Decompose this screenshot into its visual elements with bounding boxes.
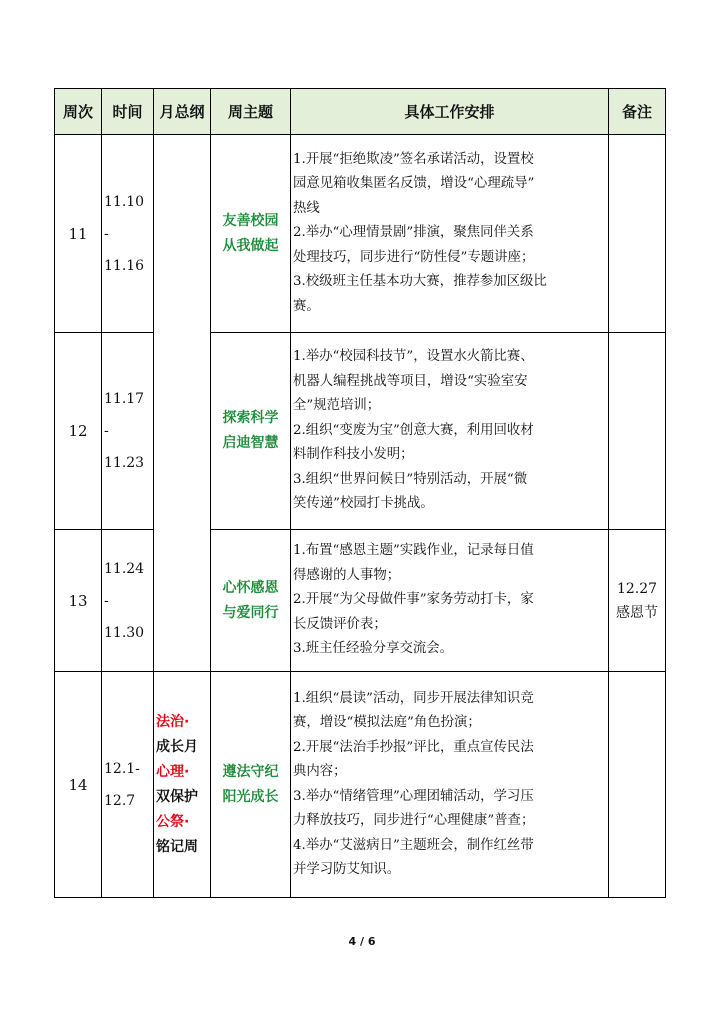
month-outline-line: 成长月	[156, 738, 198, 755]
task-line: 2.开展“法治手抄报”评比，重点宣传民法	[293, 739, 534, 755]
task-line: 3.举办“情绪管理”心理团辅活动，学习压	[293, 788, 534, 804]
month-outline-cell	[154, 672, 211, 898]
task-line: 笑传递”校园打卡挑战。	[293, 496, 434, 512]
task-line: 2.开展“为父母做件事”家务劳动打卡，家	[293, 592, 534, 608]
header-time: 时间	[102, 89, 154, 135]
time-start: 11.24	[104, 560, 145, 577]
time-separator: -	[104, 423, 109, 439]
task-line: 1.布置“感恩主题”实践作业，记录每日值	[293, 543, 534, 559]
month-outline-line: 公祭·	[156, 813, 190, 830]
header-notes: 备注	[609, 89, 666, 135]
header-week: 周次	[55, 89, 102, 135]
time-separator: -	[104, 592, 109, 609]
task-line: 3.校级班主任基本功大赛，推荐参加区级比	[293, 274, 547, 290]
time-start: 12.1-	[104, 760, 140, 777]
task-line: 机器人编程挑战等项目，增设“实验室安	[293, 373, 528, 389]
week-theme-cell	[211, 333, 291, 530]
theme-line: 遵法守纪	[222, 763, 279, 780]
week-theme-cell	[211, 672, 291, 898]
time-cell	[102, 135, 154, 333]
task-line: 得感谢的人事物；	[293, 567, 401, 583]
month-outline-line: 双保护	[156, 788, 198, 805]
month-outline-line: 铭记周	[156, 838, 198, 855]
time-separator: -	[104, 225, 109, 242]
task-line: 长反馈评价表；	[293, 616, 387, 632]
time-cell	[102, 530, 154, 672]
table-row	[55, 530, 666, 672]
month-outline-line: 心理·	[156, 763, 190, 780]
time-end: 11.16	[104, 257, 145, 274]
table-header-row	[55, 89, 666, 135]
week-cell: 11	[55, 135, 102, 333]
task-line: 4.举办“艾滋病日”主题班会，制作红丝带	[293, 837, 534, 853]
task-line: 处理技巧，同步进行“防性侵”专题讲座；	[293, 249, 535, 265]
time-end: 12.7	[104, 792, 136, 809]
note-text: 感恩节	[616, 604, 658, 621]
notes-cell	[609, 530, 666, 672]
task-line: 3.班主任经验分享交流会。	[293, 641, 454, 657]
task-line: 赛，增设“模拟法庭”角色扮演；	[293, 715, 481, 730]
table-row	[55, 333, 666, 530]
time-start: 11.10	[104, 193, 145, 210]
theme-line: 友善校园	[222, 212, 279, 229]
arrangement-cell	[291, 672, 609, 898]
theme-line: 阳光成长	[222, 788, 279, 805]
notes-cell	[609, 135, 666, 333]
month-outline-line: 法治·	[156, 713, 190, 730]
task-line: 2.举办“心理情景剧”排演，聚焦同伴关系	[293, 225, 534, 241]
time-cell	[102, 333, 154, 530]
task-line: 3.组织“世界问候日”特别活动，开展“微	[293, 471, 528, 487]
arrangement-cell	[291, 135, 609, 333]
week-cell: 14	[55, 672, 102, 898]
time-cell	[102, 672, 154, 898]
time-end: 11.30	[104, 624, 145, 641]
notes-cell	[609, 333, 666, 530]
work-plan-table	[54, 88, 666, 898]
task-line: 全”规范培训；	[293, 398, 381, 414]
note-date: 12.27	[616, 580, 658, 597]
week-theme-cell	[211, 530, 291, 672]
table-row	[55, 135, 666, 333]
notes-cell	[609, 672, 666, 898]
table-row	[55, 672, 666, 898]
theme-line: 从我做起	[222, 237, 279, 254]
task-line: 热线	[293, 200, 320, 216]
month-outline-cell-empty	[154, 135, 211, 672]
task-line: 1.组织“晨读”活动，同步开展法律知识竞	[293, 690, 534, 706]
week-cell: 12	[55, 333, 102, 530]
theme-line: 心怀感恩	[222, 579, 279, 596]
time-start: 11.17	[104, 391, 145, 407]
theme-line: 探索科学	[222, 410, 279, 426]
task-line: 园意见箱收集匿名反馈，增设“心理疏导”	[293, 176, 535, 192]
task-line: 赛。	[293, 298, 320, 314]
week-theme-cell	[211, 135, 291, 333]
arrangement-cell	[291, 530, 609, 672]
task-line: 并学习防艾知识。	[293, 862, 401, 877]
task-line: 1.开展“拒绝欺凌”签名承诺活动，设置校	[293, 151, 534, 167]
task-line: 料制作科技小发明；	[293, 447, 414, 463]
week-cell: 13	[55, 530, 102, 672]
header-week-theme: 周主题	[211, 89, 291, 135]
task-line: 典内容；	[293, 764, 347, 779]
page-number: 4 / 6	[348, 935, 376, 948]
task-line: 1.举办“校园科技节”，设置水火箭比赛、	[293, 349, 534, 365]
header-month-outline: 月总纲	[154, 89, 211, 135]
task-line: 2.组织“变废为宝”创意大赛，利用回收材	[293, 422, 534, 438]
arrangement-cell	[291, 333, 609, 530]
time-end: 11.23	[104, 455, 145, 471]
header-arrangement: 具体工作安排	[291, 89, 609, 135]
theme-line: 启迪智慧	[222, 435, 279, 451]
task-line: 力释放技巧，同步进行“心理健康”普查；	[293, 813, 535, 828]
theme-line: 与爱同行	[222, 604, 279, 621]
